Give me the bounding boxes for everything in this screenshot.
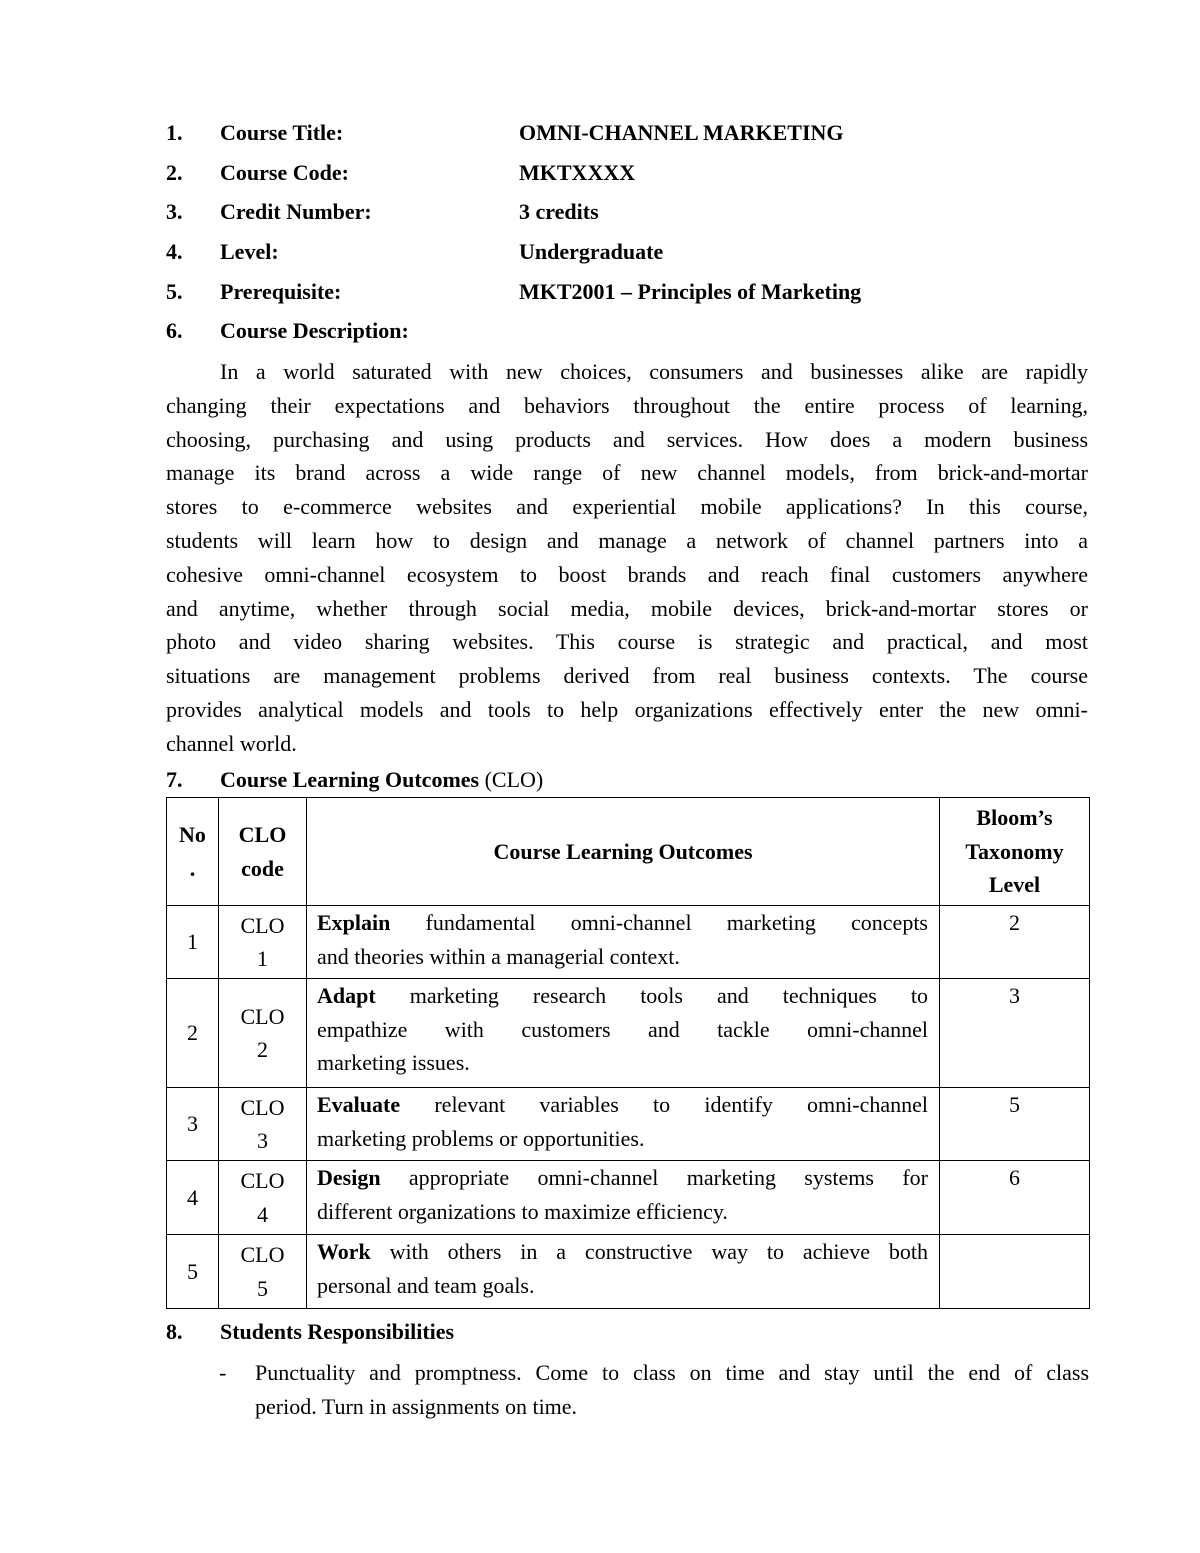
outcome-line: and theories within a managerial context. (317, 943, 680, 969)
outcome-verb: Evaluate (317, 1092, 401, 1117)
bloom-level: 3 (940, 979, 1090, 1088)
clo-code (219, 1235, 307, 1309)
item-number: 3. (166, 199, 183, 224)
clo-code-number: 4 (257, 1201, 268, 1227)
credit-number-value: 3 credits (519, 199, 599, 224)
bloom-level: 5 (940, 1088, 1090, 1161)
header-text: Taxonomy (965, 838, 1064, 864)
paragraph-line: stores to e-commerce websites and experiential mobile applications? In this course, (166, 494, 1088, 520)
outcome-line-text: relevant variables to identify omni-channel (400, 1092, 928, 1117)
clo-code-text: CLO (240, 1003, 285, 1029)
table-row (167, 979, 1090, 1088)
level-value: Undergraduate (519, 239, 664, 264)
bullet-dash: - (219, 1360, 227, 1385)
paragraph-line: choosing, purchasing and using products and services. How does a modern business (166, 426, 1088, 452)
outcome-text (307, 906, 940, 979)
clo-code-number: 5 (257, 1275, 268, 1301)
bullet-line: period. Turn in assignments on time. (255, 1393, 578, 1419)
table-header-row (167, 798, 1090, 906)
course-code-value: MKTXXXX (519, 160, 636, 185)
clo-code (219, 1088, 307, 1161)
outcome-line (317, 1235, 928, 1269)
header-clo-code (219, 798, 307, 906)
table-row (167, 906, 1090, 979)
outcome-line-text: appropriate omni-channel marketing systems for (380, 1165, 928, 1190)
paragraph-line: changing their expectations and behaviors throughout the entire process of learning, (166, 392, 1088, 418)
clo-code-number: 3 (257, 1128, 268, 1153)
clo-code-text: CLO (240, 912, 285, 938)
item-number: 7. (166, 767, 183, 792)
item-number: 8. (166, 1319, 183, 1344)
row-number: 3 (167, 1088, 219, 1161)
bloom-level: 6 (940, 1161, 1090, 1235)
outcome-text (307, 1235, 940, 1309)
outcome-line (317, 1088, 928, 1122)
header-bloom-level (940, 798, 1090, 906)
bullet-text (255, 1356, 1089, 1424)
paragraph-line: cohesive omni-channel ecosystem to boost brands and reach final customers anywhere (166, 561, 1088, 587)
outcome-line (317, 1161, 928, 1195)
outcome-verb: Explain (317, 910, 391, 935)
clo-code-text: CLO (240, 1242, 285, 1267)
outcome-line: marketing issues. (317, 1050, 470, 1075)
table-row (167, 1161, 1090, 1235)
row-number: 4 (167, 1161, 219, 1235)
clo-code-text: CLO (240, 1094, 285, 1120)
outcome-line-text: marketing research tools and techniques to (375, 983, 928, 1008)
row-number: 1 (167, 906, 219, 979)
credit-number-label: Credit Number: (220, 199, 372, 224)
course-code-label: Course Code: (220, 160, 349, 185)
clo-code-number: 2 (257, 1037, 268, 1062)
outcome-line: different organizations to maximize efficiency. (317, 1198, 728, 1224)
clo-code-number: 1 (257, 946, 268, 971)
outcome-line: marketing problems or opportunities. (317, 1125, 645, 1151)
row-number: 5 (167, 1235, 219, 1309)
header-text: Bloom’s (976, 805, 1053, 831)
paragraph-line: photo and video sharing websites. This course is strategic and practical, and most (166, 629, 1088, 655)
bloom-level (940, 1235, 1090, 1309)
table-row (167, 1088, 1090, 1161)
bloom-level: 2 (940, 906, 1090, 979)
outcome-line: empathize with customers and tackle omni-channel (317, 1016, 928, 1042)
item-number: 5. (166, 279, 183, 304)
section-heading: Course Description: (220, 318, 409, 343)
clo-heading-abbrev: (CLO) (484, 767, 544, 792)
prerequisite-label: Prerequisite: (220, 279, 342, 304)
outcome-line-text: fundamental omni-channel marketing concepts (390, 910, 928, 935)
header-text: CLO (238, 822, 287, 847)
outcome-line-text: with others in a constructive way to achieve both (370, 1239, 928, 1264)
header-no (167, 798, 219, 906)
outcome-text (307, 1088, 940, 1161)
header-text: Level (988, 872, 1041, 898)
paragraph-line: provides analytical models and tools to help organizations effectively enter the new omni- (166, 696, 1088, 722)
item-number: 4. (166, 239, 183, 264)
item-number: 1. (166, 120, 183, 145)
outcome-text (307, 1161, 940, 1235)
course-title-label: Course Title: (220, 120, 344, 145)
level-label: Level: (220, 239, 279, 264)
clo-code-text: CLO (240, 1168, 285, 1193)
header-text: . (189, 855, 196, 881)
bullet-line: Punctuality and promptness. Come to class on time and stay until the end of class (255, 1360, 1089, 1385)
item-number: 6. (166, 318, 183, 343)
header-outcome: Course Learning Outcomes (307, 798, 940, 906)
header-text: No (179, 822, 206, 847)
outcome-text (307, 979, 940, 1088)
outcome-verb: Adapt (317, 983, 376, 1008)
course-description-paragraph (166, 355, 1088, 761)
clo-heading-text: Course Learning Outcomes (220, 767, 480, 792)
section-heading (220, 765, 543, 795)
paragraph-line: In a world saturated with new choices, consumers and businesses alike are rapidly (220, 359, 1088, 384)
section-heading: Students Responsibilities (220, 1319, 455, 1344)
clo-table (166, 797, 1090, 1309)
row-number: 2 (167, 979, 219, 1088)
prerequisite-value: MKT2001 – Principles of Marketing (519, 279, 862, 304)
outcome-line (317, 979, 928, 1013)
course-title-value: OMNI-CHANNEL MARKETING (519, 120, 844, 145)
outcome-verb: Work (317, 1239, 371, 1264)
outcome-verb: Design (317, 1165, 381, 1190)
clo-code (219, 906, 307, 979)
clo-code (219, 979, 307, 1088)
clo-code (219, 1161, 307, 1235)
outcome-line: personal and team goals. (317, 1272, 535, 1298)
paragraph-line: manage its brand across a wide range of new channel models, from brick-and-mortar (166, 460, 1088, 486)
outcome-line (317, 906, 928, 940)
paragraph-line: and anytime, whether through social media, mobile devices, brick-and-mortar stores or (166, 595, 1088, 621)
item-number: 2. (166, 160, 183, 185)
paragraph-line: situations are management problems derived from real business contexts. The course (166, 663, 1088, 689)
paragraph-line: students will learn how to design and manage a network of channel partners into a (166, 527, 1088, 553)
paragraph-line: channel world. (166, 730, 297, 756)
header-text: code (241, 855, 284, 881)
table-row (167, 1235, 1090, 1309)
